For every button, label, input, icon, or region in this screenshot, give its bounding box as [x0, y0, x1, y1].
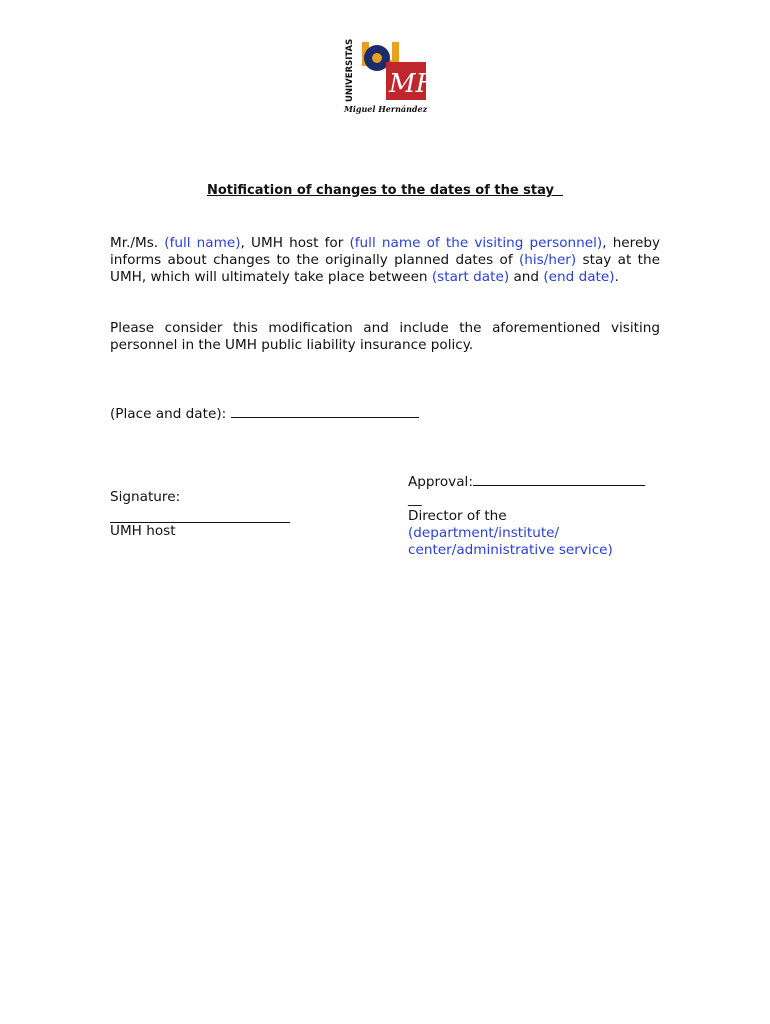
logo-caption: Miguel Hernández — [344, 104, 428, 114]
visitor-name-placeholder: (full name of the visiting personnel) — [349, 235, 603, 251]
place-and-date-line — [231, 405, 419, 418]
host-full-name-placeholder: (full name) — [164, 235, 241, 251]
approval-line — [473, 473, 645, 486]
approval-block — [408, 473, 668, 559]
start-date-placeholder: (start date) — [431, 269, 510, 285]
place-and-date-label: (Place and date): — [110, 406, 231, 422]
p1-text-5: and — [509, 269, 544, 285]
department-placeholder-line2: center/administrative service) — [408, 542, 613, 558]
p1-text-4: stay at the UMH, which will ultimately take place between — [110, 252, 660, 285]
p1-text-6: . — [614, 269, 619, 285]
signature-label: Signature: — [110, 489, 181, 505]
page-title — [110, 183, 660, 198]
signature-line — [110, 506, 290, 523]
his-her-placeholder: (his/her) — [518, 252, 577, 268]
p1-text-2: , UMH host for — [240, 235, 350, 251]
page-title-text: Notification of changes to the dates of the stay — [206, 183, 554, 198]
p1-text-3: , hereby informs about changes to the originally planned dates of — [110, 235, 660, 268]
logo-vertical-text: UNIVERSITAS — [345, 38, 355, 102]
director-of-label: Director of the — [408, 508, 507, 524]
p1-text-1: Mr./Ms. — [110, 235, 165, 251]
signature-role: UMH host — [110, 523, 176, 539]
end-date-placeholder: (end date) — [543, 269, 615, 285]
notification-paragraph — [110, 235, 660, 286]
place-and-date-row — [110, 405, 419, 422]
approval-row — [408, 473, 668, 491]
department-placeholder-line1: (department/institute/ — [408, 525, 560, 541]
logo-monogram: MH — [389, 69, 439, 99]
logo-disc-center — [372, 53, 382, 63]
approval-trailing: __ — [408, 491, 422, 507]
signature-block — [110, 489, 290, 540]
approval-label: Approval: — [408, 474, 473, 490]
insurance-paragraph: Please consider this modification and include the aforementioned visiting personnel in the UMH public liability insurance policy. — [110, 320, 660, 353]
